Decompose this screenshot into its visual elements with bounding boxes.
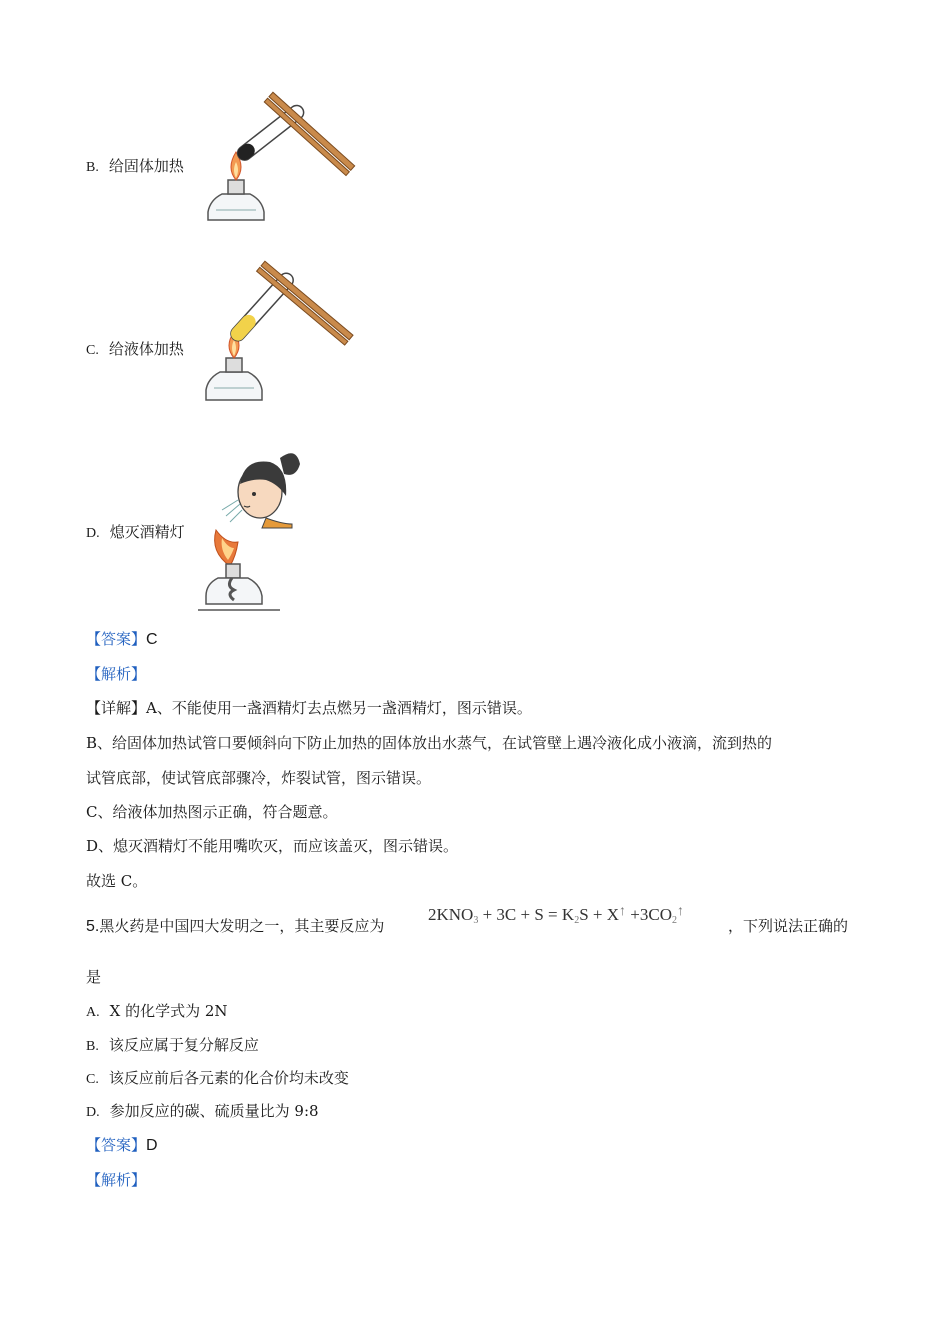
q4-detail-d: D、熄灭酒精灯不能用嘴吹灭，而应该盖灭，图示错误。: [86, 837, 459, 855]
blow-out-lamp-figure: [196, 444, 316, 614]
q4-detail-b-line2: 试管底部，使试管底部骤冷，炸裂试管，图示错误。: [86, 769, 432, 787]
q5-option-a: A. X 的化学式为 2N: [86, 1002, 228, 1020]
q5-stem-after: ，下列说法正确的: [728, 917, 849, 935]
option-b-label: B. 给固体加热: [86, 157, 184, 175]
option-d-label: D. 熄灭酒精灯: [86, 523, 185, 541]
q4-detail-a: 【详解】A、不能使用一盏酒精灯去点燃另一盏酒精灯，图示错误。: [86, 699, 532, 717]
q5-analysis-tag: 【解析】: [86, 1171, 147, 1189]
q4-answer: 【答案】C: [86, 630, 158, 648]
liquid-heating-figure: [198, 260, 348, 410]
q4-detail-c: C、给液体加热图示正确，符合题意。: [86, 803, 338, 821]
solid-heating-figure: [200, 82, 350, 230]
q5-stem-line1: 5.黑火药是中国四大发明之一，其主要反应为: [86, 917, 385, 935]
q4-conclusion: 故选 C。: [86, 872, 148, 890]
q5-option-d: D. 参加反应的碳、硫质量比为 9:8: [86, 1102, 319, 1120]
q4-analysis-tag: 【解析】: [86, 665, 147, 683]
q5-equation: $2KNO_3 + 3C + S = K_2S + X^↑ +3CO_2^↑$: [428, 904, 684, 926]
q5-stem-wrap: 是: [86, 968, 102, 986]
q5-option-b: B. 该反应属于复分解反应: [86, 1036, 259, 1054]
option-c-label: C. 给液体加热: [86, 340, 184, 358]
q4-detail-b-line1: B、给固体加热试管口要倾斜向下防止加热的固体放出水蒸气，在试管壁上遇冷液化成小液滴，流到热的: [86, 734, 773, 752]
q5-answer: 【答案】D: [86, 1136, 158, 1154]
q5-option-c: C. 该反应前后各元素的化合价均未改变: [86, 1069, 349, 1087]
